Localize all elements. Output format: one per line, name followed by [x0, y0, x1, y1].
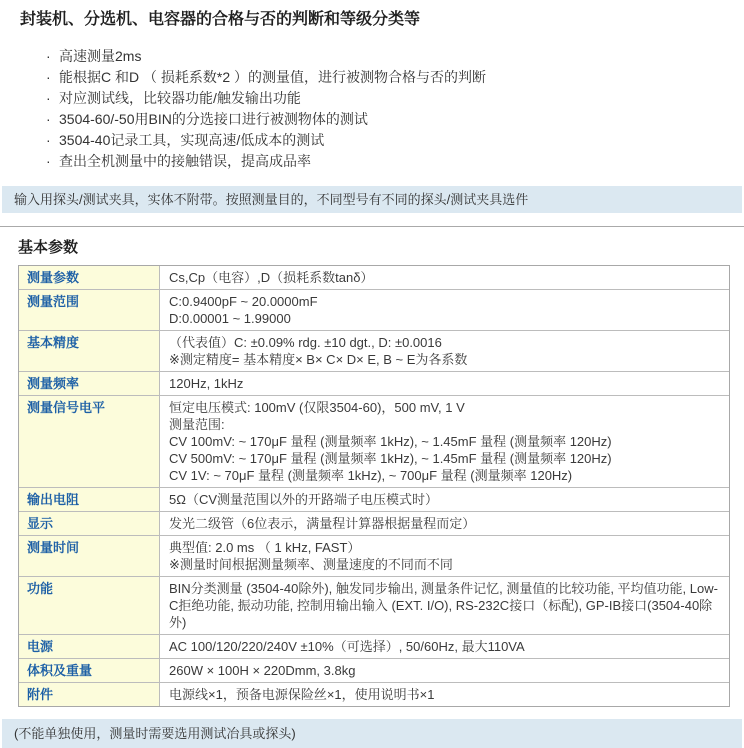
spec-value-line: 典型值: 2.0 ms （ 1 kHz, FAST） [169, 540, 361, 555]
spec-label: 测量信号电平 [19, 396, 160, 487]
spec-label: 测量时间 [19, 536, 160, 576]
spec-value-line: 测量范围: [169, 417, 225, 432]
spec-value-line: CV 500mV: ~ 170μF 量程 (测量频率 1kHz), ~ 1.45mF 量程 (测量频率 120Hz) [169, 451, 612, 466]
spec-value [160, 577, 729, 634]
table-row-measurement-range [19, 289, 729, 330]
spec-value-line: AC 100/120/220/240V ±10%（可选择）, 50/60Hz, 最大110VA [169, 639, 525, 654]
spec-value-line: BIN分类测量 (3504-40除外), 触发同步输出, 测量条件记忆, 测量值的比较功能, 平均值功能, Low-C拒绝功能, 振动功能, 控制用输出输入 (EXT. I/O), RS-232C接口（标配), GP-IB接口(3504-40除外) [169, 581, 718, 630]
feature-item: · 查出全机测量中的接触错误，提高成品率 [46, 151, 744, 172]
spec-value-line: Cs,Cp（电容）,D（损耗系数tanδ） [169, 270, 374, 285]
section-title-basic-specs: 基本参数 [18, 239, 79, 256]
table-row-basic-accuracy [19, 330, 729, 371]
spec-value-line: C:0.9400pF ~ 20.0000mF [169, 294, 318, 309]
spec-value-line: ※测量时间根据测量频率、测量速度的不同而不同 [169, 557, 453, 572]
spec-value-line: 260W × 100H × 220Dmm, 3.8kg [169, 663, 356, 678]
spec-value [160, 635, 729, 658]
table-row-measurement-frequency [19, 371, 729, 395]
spec-label: 电源 [19, 635, 160, 658]
feature-item: · 高速测量2ms [46, 46, 744, 67]
spec-value-line: 恒定电压模式: 100mV (仅限3504-60)，500 mV, 1 V [169, 400, 465, 415]
table-row-measurement-parameters [19, 266, 729, 289]
table-row-dimensions-weight [19, 658, 729, 682]
spec-table [18, 265, 730, 707]
spec-value [160, 396, 729, 487]
spec-value [160, 331, 729, 371]
spec-value [160, 683, 729, 706]
spec-label: 输出电阻 [19, 488, 160, 511]
spec-label: 显示 [19, 512, 160, 535]
feature-item: · 对应测试线，比较器功能/触发输出功能 [46, 88, 744, 109]
spec-value-line: CV 100mV: ~ 170μF 量程 (测量频率 1kHz), ~ 1.45mF 量程 (测量频率 120Hz) [169, 434, 612, 449]
table-row-display [19, 511, 729, 535]
feature-item: · 3504-60/-50用BIN的分选接口进行被测物体的测试 [46, 109, 744, 130]
feature-item: · 能根据C 和D （ 损耗系数*2 ）的测量值，进行被测物合格与否的判断 [46, 67, 744, 88]
spec-value [160, 512, 729, 535]
spec-value [160, 290, 729, 330]
spec-value-line: 5Ω（CV测量范围以外的开路端子电压模式时） [169, 492, 439, 507]
spec-value [160, 488, 729, 511]
table-row-output-resistance [19, 487, 729, 511]
spec-label: 测量参数 [19, 266, 160, 289]
spec-value-line: 发光二级管（6位表示，满量程计算器根据量程而定） [169, 516, 476, 531]
table-row-measurement-time [19, 535, 729, 576]
spec-page [0, 10, 744, 748]
table-row-signal-level [19, 395, 729, 487]
spec-value [160, 266, 729, 289]
spec-value [160, 536, 729, 576]
spec-value-line: ※测定精度= 基本精度× B× C× D× E, B ~ E为各系数 [169, 352, 468, 367]
spec-value-line: CV 1V: ~ 70μF 量程 (测量频率 1kHz), ~ 700μF 量程 (测量频率 120Hz) [169, 468, 573, 483]
spec-label: 测量范围 [19, 290, 160, 330]
accessory-info-banner: 输入用探头/测试夹具，实体不附带。按照测量目的，不同型号有不同的探头/测试夹具选件 [2, 186, 742, 213]
spec-value [160, 372, 729, 395]
spec-label: 附件 [19, 683, 160, 706]
spec-label: 功能 [19, 577, 160, 634]
feature-list [0, 46, 744, 172]
section-divider [0, 226, 744, 227]
spec-value-line: （代表值）C: ±0.09% rdg. ±10 dgt., D: ±0.0016 [169, 335, 442, 350]
spec-value-line: D:0.00001 ~ 1.99000 [169, 311, 291, 326]
spec-value-line: 120Hz, 1kHz [169, 376, 244, 391]
spec-value [160, 659, 729, 682]
spec-label: 体积及重量 [19, 659, 160, 682]
page-title: 封装机、分选机、电容器的合格与否的判断和等级分类等 [20, 11, 421, 28]
table-row-power-supply [19, 634, 729, 658]
table-row-functions [19, 576, 729, 634]
feature-item: · 3504-40记录工具，实现高速/低成本的测试 [46, 130, 744, 151]
spec-label: 测量频率 [19, 372, 160, 395]
spec-label: 基本精度 [19, 331, 160, 371]
table-row-accessories [19, 682, 729, 706]
usage-footer-note: (不能单独使用，测量时需要选用测试冶具或探头) [2, 719, 742, 748]
spec-value-line: 电源线×1，预备电源保险丝×1，使用说明书×1 [169, 687, 435, 702]
